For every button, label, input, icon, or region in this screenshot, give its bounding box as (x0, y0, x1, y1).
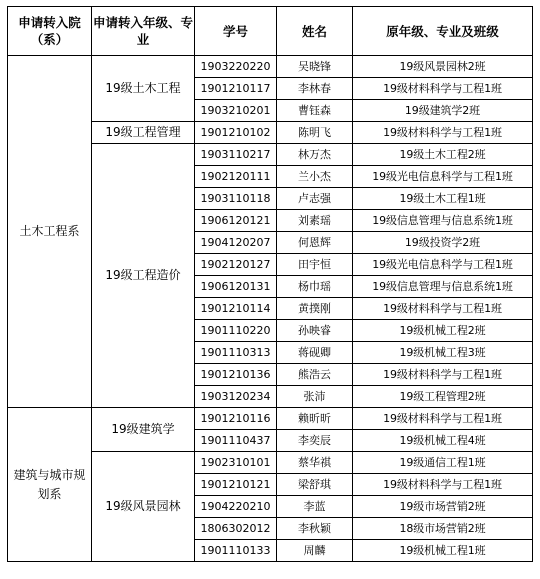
student-id-cell: 1901110133 (195, 540, 277, 562)
student-name-cell: 吴晓锋 (277, 56, 353, 78)
major-cell: 19级风景园林 (92, 452, 195, 562)
header-row (8, 7, 533, 56)
table-header (8, 7, 533, 56)
student-name-cell: 何恩辉 (277, 232, 353, 254)
header-name: 姓名 (277, 7, 353, 56)
student-name-cell: 熊浩云 (277, 364, 353, 386)
student-name-cell: 李蓝 (277, 496, 353, 518)
student-id-cell: 1906120121 (195, 210, 277, 232)
table-row (8, 56, 533, 78)
previous-class-cell: 19级土木工程1班 (353, 188, 533, 210)
student-name-cell: 林万杰 (277, 144, 353, 166)
student-id-cell: 1901110220 (195, 320, 277, 342)
previous-class-cell: 19级风景园林2班 (353, 56, 533, 78)
student-id-cell: 1901210114 (195, 298, 277, 320)
previous-class-cell: 18级市场营销2班 (353, 518, 533, 540)
transfer-table-container (7, 6, 533, 562)
previous-class-cell: 19级光电信息科学与工程1班 (353, 254, 533, 276)
student-id-cell: 1904120207 (195, 232, 277, 254)
previous-class-cell: 19级材料科学与工程1班 (353, 408, 533, 430)
student-name-cell: 卢志强 (277, 188, 353, 210)
student-id-cell: 1904220210 (195, 496, 277, 518)
previous-class-cell: 19级市场营销2班 (353, 496, 533, 518)
previous-class-cell: 19级通信工程1班 (353, 452, 533, 474)
student-name-cell: 蔡华祺 (277, 452, 353, 474)
previous-class-cell: 19级机械工程4班 (353, 430, 533, 452)
student-id-cell: 1903210201 (195, 100, 277, 122)
dept-cell: 建筑与城市规划系 (8, 408, 92, 562)
student-id-cell: 1901210102 (195, 122, 277, 144)
student-id-cell: 1903220220 (195, 56, 277, 78)
previous-class-cell: 19级材料科学与工程1班 (353, 78, 533, 100)
previous-class-cell: 19级机械工程2班 (353, 320, 533, 342)
student-name-cell: 张沛 (277, 386, 353, 408)
previous-class-cell: 19级土木工程2班 (353, 144, 533, 166)
previous-class-cell: 19级材料科学与工程1班 (353, 122, 533, 144)
student-name-cell: 梁舒琪 (277, 474, 353, 496)
header-dept: 申请转入院（系） (8, 7, 92, 56)
student-name-cell: 黄撲刚 (277, 298, 353, 320)
student-name-cell: 李奕辰 (277, 430, 353, 452)
student-name-cell: 赖昕昕 (277, 408, 353, 430)
previous-class-cell: 19级材料科学与工程1班 (353, 298, 533, 320)
student-id-cell: 1902120127 (195, 254, 277, 276)
student-name-cell: 陈明飞 (277, 122, 353, 144)
student-id-cell: 1902120111 (195, 166, 277, 188)
header-previous-class: 原年级、专业及班级 (353, 7, 533, 56)
student-name-cell: 孙映睿 (277, 320, 353, 342)
student-name-cell: 李林春 (277, 78, 353, 100)
student-id-cell: 1901210121 (195, 474, 277, 496)
header-student-id: 学号 (195, 7, 277, 56)
table-body (8, 56, 533, 562)
previous-class-cell: 19级机械工程3班 (353, 342, 533, 364)
student-id-cell: 1806302012 (195, 518, 277, 540)
transfer-student-table (7, 6, 533, 562)
header-major: 申请转入年级、专业 (92, 7, 195, 56)
student-id-cell: 1901210116 (195, 408, 277, 430)
previous-class-cell: 19级机械工程1班 (353, 540, 533, 562)
major-cell: 19级工程管理 (92, 122, 195, 144)
student-id-cell: 1903120234 (195, 386, 277, 408)
previous-class-cell: 19级光电信息科学与工程1班 (353, 166, 533, 188)
student-name-cell: 周麟 (277, 540, 353, 562)
previous-class-cell: 19级材料科学与工程1班 (353, 474, 533, 496)
student-name-cell: 曹钰森 (277, 100, 353, 122)
student-name-cell: 兰小杰 (277, 166, 353, 188)
student-id-cell: 1903110217 (195, 144, 277, 166)
student-id-cell: 1901110437 (195, 430, 277, 452)
student-id-cell: 1901110313 (195, 342, 277, 364)
student-id-cell: 1901210136 (195, 364, 277, 386)
previous-class-cell: 19级信息管理与信息系统1班 (353, 276, 533, 298)
major-cell: 19级土木工程 (92, 56, 195, 122)
student-id-cell: 1902310101 (195, 452, 277, 474)
previous-class-cell: 19级信息管理与信息系统1班 (353, 210, 533, 232)
student-name-cell: 田宇恒 (277, 254, 353, 276)
previous-class-cell: 19级建筑学2班 (353, 100, 533, 122)
major-cell: 19级工程造价 (92, 144, 195, 408)
major-cell: 19级建筑学 (92, 408, 195, 452)
student-id-cell: 1901210117 (195, 78, 277, 100)
dept-cell: 土木工程系 (8, 56, 92, 408)
previous-class-cell: 19级工程管理2班 (353, 386, 533, 408)
student-name-cell: 李秋颖 (277, 518, 353, 540)
previous-class-cell: 19级材料科学与工程1班 (353, 364, 533, 386)
student-id-cell: 1906120131 (195, 276, 277, 298)
student-name-cell: 杨巾瑶 (277, 276, 353, 298)
student-id-cell: 1903110118 (195, 188, 277, 210)
student-name-cell: 蒋砚卿 (277, 342, 353, 364)
previous-class-cell: 19级投资学2班 (353, 232, 533, 254)
student-name-cell: 刘素瑶 (277, 210, 353, 232)
table-row (8, 408, 533, 430)
